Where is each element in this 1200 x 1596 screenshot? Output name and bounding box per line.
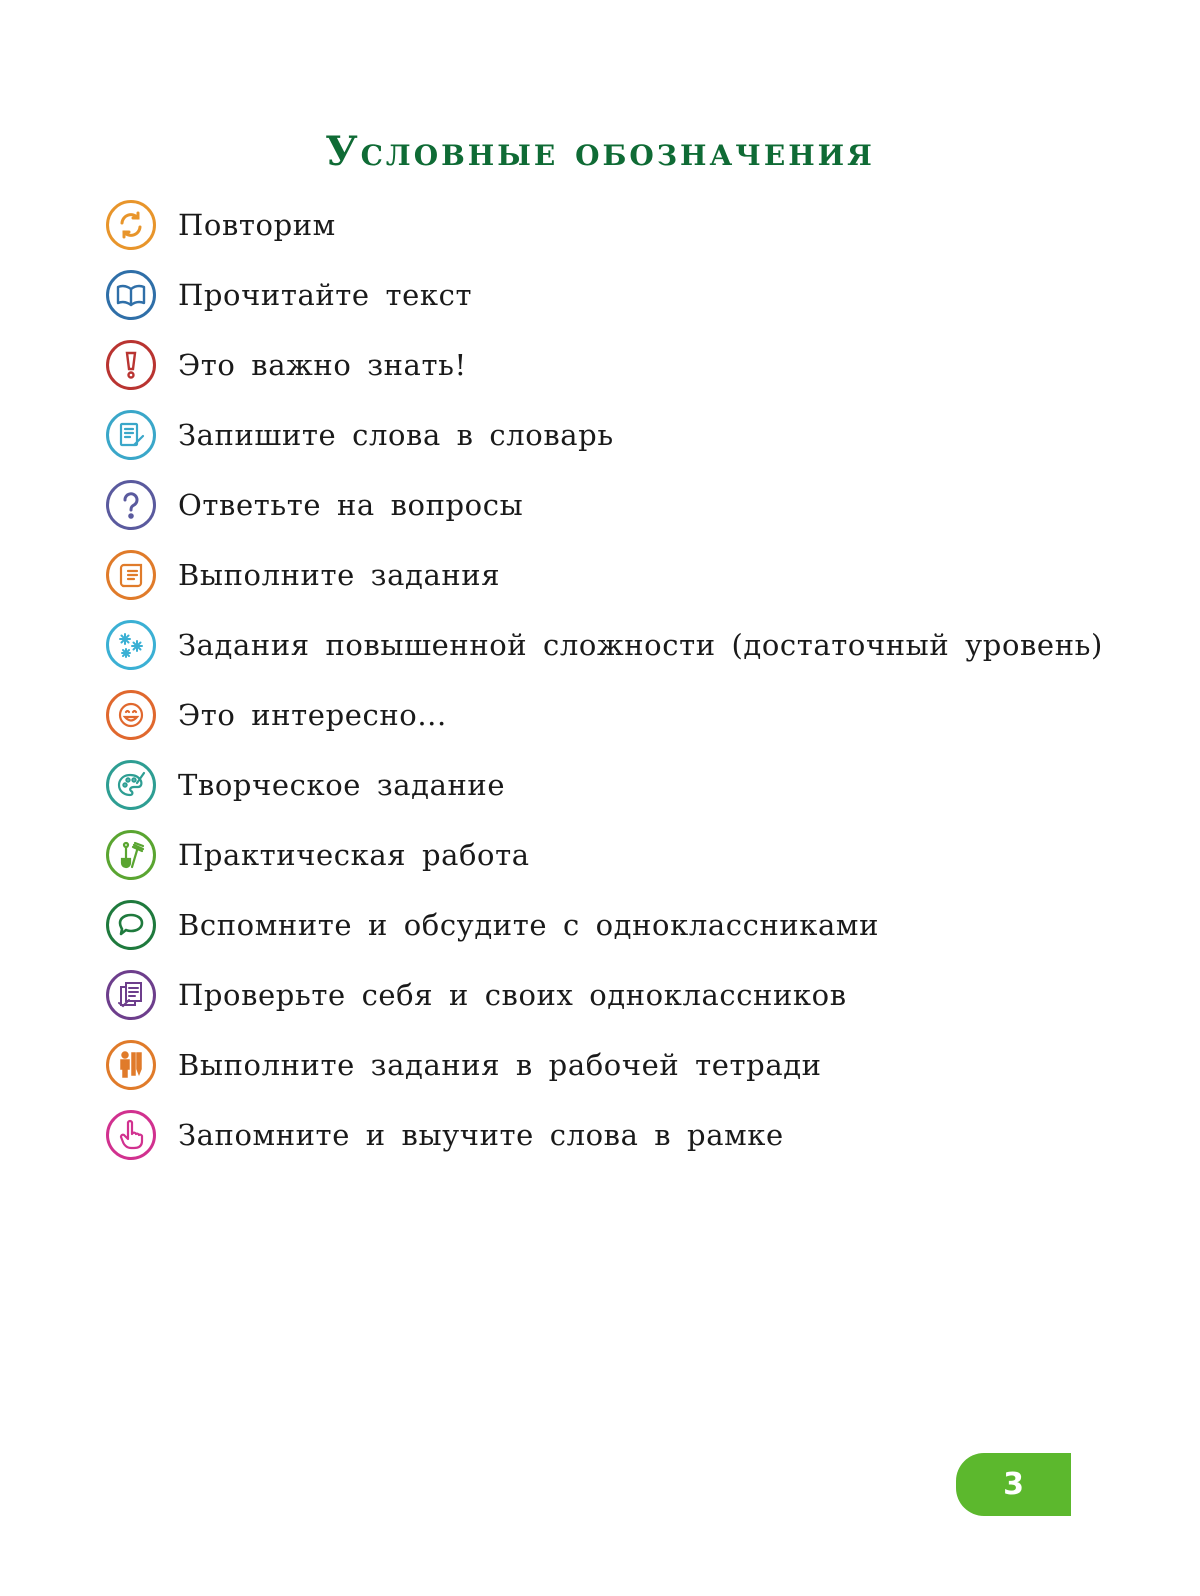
legend-item bbox=[106, 960, 1103, 1030]
legend-item bbox=[106, 470, 1103, 540]
legend-item bbox=[106, 400, 1103, 470]
legend-item bbox=[106, 1030, 1103, 1100]
refresh-icon bbox=[106, 200, 156, 250]
snowflakes-icon bbox=[106, 620, 156, 670]
papers-check-icon bbox=[106, 970, 156, 1020]
workbook-icon bbox=[106, 1040, 156, 1090]
shovel-rake-icon bbox=[106, 830, 156, 880]
legend-label: Ответьте на вопросы bbox=[178, 488, 524, 522]
scroll-icon bbox=[106, 550, 156, 600]
legend-item bbox=[106, 680, 1103, 750]
legend-label: Проверьте себя и своих одноклассников bbox=[178, 978, 847, 1012]
page-number: 3 bbox=[1003, 1467, 1024, 1502]
page-number-tab bbox=[956, 1453, 1071, 1516]
legend-item bbox=[106, 750, 1103, 820]
legend-item bbox=[106, 330, 1103, 400]
exclamation-icon bbox=[106, 340, 156, 390]
legend-label: Выполните задания bbox=[178, 558, 501, 592]
legend-label: Задания повышенной сложности (достаточный уровень) bbox=[178, 628, 1103, 662]
legend-list bbox=[106, 190, 1103, 1170]
legend-item bbox=[106, 1100, 1103, 1170]
legend-label: Запишите слова в словарь bbox=[178, 418, 614, 452]
legend-label: Практическая работа bbox=[178, 838, 530, 872]
legend-label: Выполните задания в рабочей тетради bbox=[178, 1048, 822, 1082]
legend-label: Творческое задание bbox=[178, 768, 506, 802]
legend-label: Вспомните и обсудите с одноклассниками bbox=[178, 908, 879, 942]
page-title: Условные обозначения bbox=[325, 128, 875, 175]
legend-item bbox=[106, 190, 1103, 260]
legend-item bbox=[106, 260, 1103, 330]
smiley-icon bbox=[106, 690, 156, 740]
palette-icon bbox=[106, 760, 156, 810]
legend-item bbox=[106, 890, 1103, 960]
legend-label: Это важно знать! bbox=[178, 348, 467, 382]
legend-label: Это интересно... bbox=[178, 698, 447, 732]
question-icon bbox=[106, 480, 156, 530]
open-book-icon bbox=[106, 270, 156, 320]
legend-item bbox=[106, 820, 1103, 890]
legend-item bbox=[106, 540, 1103, 610]
legend-item bbox=[106, 610, 1103, 680]
legend-label: Повторим bbox=[178, 208, 336, 242]
legend-label: Запомните и выучите слова в рамке bbox=[178, 1118, 784, 1152]
pointing-hand-icon bbox=[106, 1110, 156, 1160]
speech-bubble-icon bbox=[106, 900, 156, 950]
legend-label: Прочитайте текст bbox=[178, 278, 473, 312]
dictionary-icon bbox=[106, 410, 156, 460]
